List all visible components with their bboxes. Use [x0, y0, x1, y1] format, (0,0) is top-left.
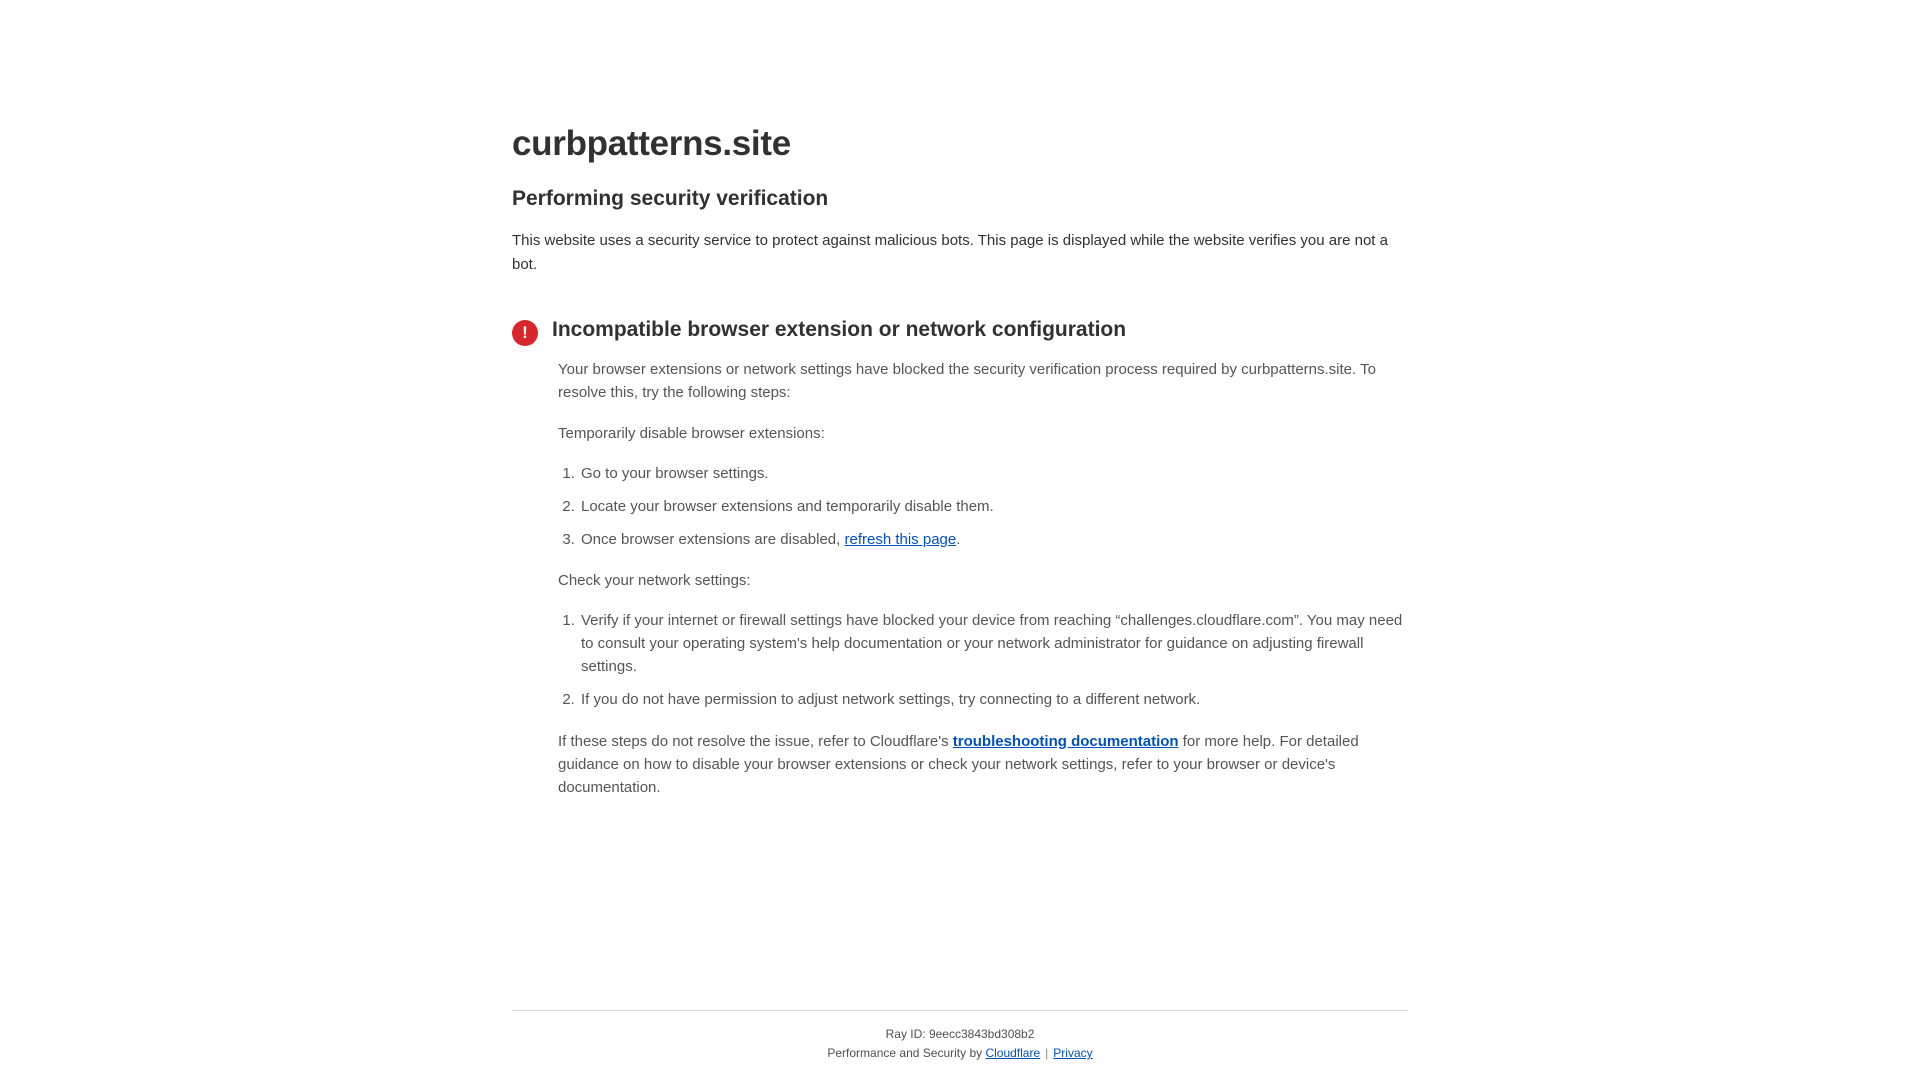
footer-credits [512, 1044, 1408, 1063]
step-text: If you do not have permission to adjust network settings, try connecting to a different network. [581, 691, 1201, 709]
footer-separator: | [1045, 1046, 1049, 1061]
list-item [579, 528, 1408, 551]
intro-text: This website uses a security service to protect against malicious bots. This page is displayed while the website verifies you are not a bot. [512, 232, 1388, 273]
list-item [579, 688, 1408, 711]
final-note-before: If these steps do not resolve the issue, refer to Cloudflare's [558, 732, 953, 750]
list-item [579, 495, 1408, 518]
page-title: curbpatterns.site [512, 124, 791, 163]
refresh-page-link[interactable]: refresh this page [844, 531, 957, 549]
alert-circle-icon: ! [512, 320, 538, 346]
network-heading: Check your network settings: [558, 572, 751, 590]
error-block [512, 317, 1408, 800]
main-content [512, 0, 1408, 817]
final-note-after: for more help. For detailed guidance on how to disable your browser extensions or check your network settings, refer to your browser or device's documentation. [558, 732, 1359, 797]
step-text-after: . [956, 531, 961, 549]
page-subtitle: Performing security verification [512, 187, 829, 211]
list-item [579, 609, 1408, 679]
step-text: Once browser extensions are disabled, [581, 531, 845, 549]
list-item [579, 462, 1408, 485]
extension-steps-list [558, 462, 1408, 552]
error-title: Incompatible browser extension or network configuration [552, 317, 1127, 341]
privacy-link[interactable]: Privacy [1053, 1046, 1093, 1061]
performance-text: Performance and Security by [827, 1046, 986, 1061]
error-description: Your browser extensions or network settings have blocked the security verification process required by curbpatterns.site. To resolve this, try the following steps: [558, 360, 1376, 402]
network-steps-list [558, 609, 1408, 712]
ray-id: Ray ID: 9eecc3843bd308b2 [885, 1027, 1035, 1041]
step-text: Locate your browser extensions and temporarily disable them. [581, 497, 994, 515]
error-header [512, 317, 1408, 346]
step-text: Verify if your internet or firewall settings have blocked your device from reaching “challenges.cloudflare.com”. You may need to consult your operating system's help documentation or your network administrator for guidance on adjusting firewall settings. [581, 611, 1403, 676]
step-text: Go to your browser settings. [581, 464, 769, 482]
final-note [558, 730, 1408, 800]
cloudflare-link[interactable]: Cloudflare [985, 1046, 1041, 1061]
footer [512, 1010, 1408, 1063]
extensions-heading: Temporarily disable browser extensions: [558, 425, 825, 443]
troubleshooting-documentation-link[interactable]: troubleshooting documentation [952, 732, 1179, 750]
error-body [558, 358, 1408, 800]
